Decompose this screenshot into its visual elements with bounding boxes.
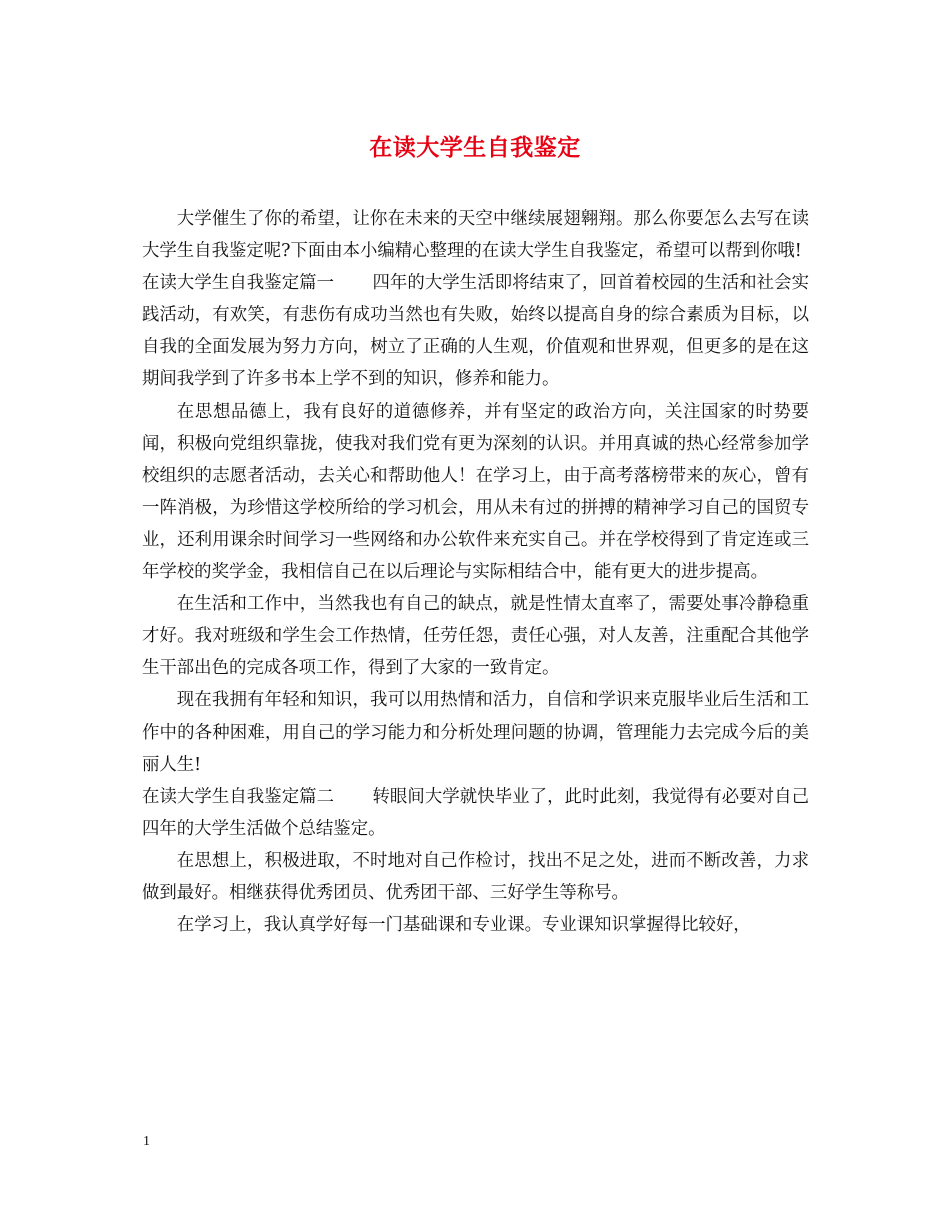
document-title: 在读大学生自我鉴定 [369, 134, 581, 161]
body-paragraph: 现在我拥有年轻和知识，我可以用热情和活力，自信和学识来克服毕业后生活和工作中的各种困难，用自己的学习能力和分析处理问题的协调，管理能力去完成今后的美丽人生! [142, 690, 809, 775]
section-one-text: 四年的大学生活即将结束了，回首着校园的生活和社会实践活动，有欢笑，有悲伤有成功当然也有失败，始终以提高自身的综合素质为目标，以自我的全面发展为努力方向，树立了正确的人生观，价值观和世界观，但更多的是在这期间我学到了许多书本上学不到的知识，修养和能力。 [142, 273, 809, 390]
body-paragraph: 在思想品德上，我有良好的道德修养，并有坚定的政治方向，关注国家的时势要闻，积极向党组织靠拢，使我对我们党有更为深刻的认识。并用真诚的热心经常参加学校组织的志愿者活动，去关心和帮助他人！在学习上，由于高考落榜带来的灰心，曾有一阵消极，为珍惜这学校所给的学习机会，用从未有过的拼搏的精神学习自己的国贸专业，还利用课余时间学习一些网络和办公软件来充实自己。并在学校得到了肯定连或三年学校的奖学金，我相信自己在以后理论与实际相结合中，能有更大的进步提高。 [142, 401, 809, 583]
section-two-heading: 在读大学生自我鉴定篇二 [142, 786, 335, 807]
section-one-heading: 在读大学生自我鉴定篇一 [142, 273, 335, 294]
page-number: 1 [143, 1134, 150, 1149]
document-body [142, 203, 809, 941]
section-two-paragraph [142, 781, 809, 845]
intro-paragraph: 大学催生了你的希望，让你在未来的天空中继续展翅翱翔。那么你要怎么去写在读大学生自我鉴定呢?下面由本小编精心整理的在读大学生自我鉴定，希望可以帮到你哦! [142, 209, 809, 262]
section-one-paragraph [142, 267, 809, 395]
body-paragraph: 在生活和工作中，当然我也有自己的缺点，就是性情太直率了，需要处事冷静稳重才好。我对班级和学生会工作热情，任劳任怨，责任心强，对人友善，注重配合其他学生干部出色的完成各项工作，得到了大家的一致肯定。 [142, 594, 809, 679]
section-two-text: 转眼间大学就快毕业了，此时此刻，我觉得有必要对自己四年的大学生活做个总结鉴定。 [142, 786, 809, 839]
body-paragraph: 在学习上，我认真学好每一门基础课和专业课。专业课知识掌握得比较好， [176, 915, 751, 936]
body-paragraph: 在思想上，积极进取，不时地对自己作检讨，找出不足之处，进而不断改善，力求做到最好。相继获得优秀团员、优秀团干部、三好学生等称号。 [142, 850, 809, 903]
